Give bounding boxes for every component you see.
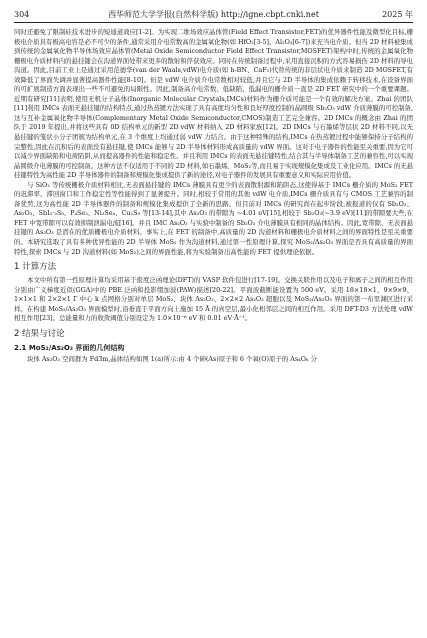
journal-header: 西华师范大学学报(自然科学版) http://igne.cbpt.cnki.net [108, 10, 319, 19]
body-paragraph-2: 与 SiO₂ 等传统栅极介质材料相比,无表面悬挂键的 IMCs 薄膜具有更少的表面散射源和陷阱态,这使得基于 IMCs 栅介质的 MoS₂ FET 的迟滞率、滞回窗口和工作稳定性等性能得到了显著提升。同时,相较于常用的其他 vdW 电介质,IMCs 栅介质具有与 CMOS 工艺兼容的制备优势,这为高性能 2D 半导体器件的制备和规模化集成提供了全新的思路。但目前对 IMCs 的研究尚在起步阶段,被报道的仅有 Sb₂O₃、As₂O₃、SbI₃·₃S₈、P₄Se₃、Ni₃Se₄、Cu₂S₉ 等[13-14],其中 As₂O₃ 的带隙为 ~4.01 eV[15],相较于 Sb₂O₃(~3.9 eV)[11]的带隙要大些,在 FET 中宽带隙可以有效抑制泄漏电流[16]。并且 IMC As₂O₃ 与实验中制备的 Sb₂O₃ 介电薄膜具有相同的晶体结构。因此,宽带隙、无表面悬挂键的 As₂O₃ 是潜在的优质栅极电介质材料。事实上,在 FET 的制备中,高质量的 2D 沟道材料和栅极电介质材料之间的界面特性是至关重要的。本研究选取了具有多种优异性能的 2D 半导体 MoS₂ 作为沟道材料,通过第一性原理计算,探究 MoS₂/As₂O₃ 界面是否具有高质量的界面特性,探索 IMCs 与 2D 沟道材料(如 MoS₂)之间的界面性能,将为实验制备出高性能的 FET 提供理论依据。 [14, 180, 413, 256]
article-body [14, 28, 413, 634]
body-paragraph-1: 同时还避免了限制硅技术进步的短通道效应[1-2]。为实现二维场效应晶体管(Field Effect Transistor,FET)的优异器件性能及微型化目标,栅极电介质具有极高电容是必不可少的条件,通常采用介电常数高的金属氧化物(如 HfO₂[3-5]、Al₂O₃[6-7])来充当电介质。但当 2D 材料被集成到传统的金属氧化物半导体场效应晶体管(Metal Oxide Semiconductor Field Effect Transistor,MOSFET)架构中时,传统的金属氧化物栅极电介质材料内的悬挂键会在沟道界面处带来更多的散射和俘获效应。同时在传统制备过程中,采用直接沉积的方式容易损伤 2D 材料的导电沟道。因此,目前工业上是通过采用范德华(van der Waals,vdW)电介质(如 h-BN、CaF₂)代替传统的非层状电介质来制造 2D MOSFET,有效降低了界面失调并显著提高器件性能[8-10]。但是 vdW 电介质介电常数相对较低,并且它与 2D 半导体的集成依赖于转移技术,在设备界面的可扩展制造方面表现出一些不可避免的局限性。因此,制备高介电常数、低缺陷、低漏电的栅介质一直是 2D FET 研究中的一个重要课题。近期有研究[11]表明,使用无机分子晶体(Inorganic Molecular Crystals,IMCs)材料作为栅介质可能是一个有效的解决方案。Zhai 的团队[11]利用 IMCs 表面无悬挂键的结构特点,通过热蒸镀方法实现了具有高度均匀性和良好厚度控制的晶圆级 Sb₂O₃ vdW 介质薄膜的可控制备,这与互补金属氧化物半导体(Complementary Metal Oxide Semiconductor,CMOS)制造工艺完全兼容。2D IMCs 的概念由 Zhai 的团队于 2019 年提出,并将这些具有 0D 结构单元的新型 2D vdW 材料纳入 2D 材料家族[12]。2D IMCs 与石墨烯等层状 2D 材料不同,以无悬挂键的笼状小分子团簇为结构单元,在 3 个维度上均通过弱 vdW 力结合。由于这种特殊的结构,IMCs 在热蒸镀过程中能够保持分子结构的完整性,因此在沉积后的表面没有悬挂键,使 IMCs 能够与 2D 半导体材料形成高质量的 vdW 界面。这对于电子器件的性能至关重要,因为它可以减少界面缺陷和电荷陷阱,从而提高器件的性能和稳定性。并且利用 IMCs 的表面无悬挂键特性,结合其与半导体制备工艺的兼容性,可以实现晶圆级介电薄膜的可控制备。这种方法不仅适用于不同的 2D 材料,如石墨烯、MoS₂等,而且易于实现规模化集成及工业化应用。IMCs 的无悬挂键特性为高性能 2D 半导体器件的制备和规模化集成提供了新的途径,对电子器件的发展具有重要意义和实际应用价值。 [14, 28, 413, 180]
header-year: 2025 年 [382, 10, 413, 19]
subsection-heading-geometry: 2.1 MoS₂/As₂O₃ 界面的几何结构 [14, 343, 125, 352]
results-paragraph: 块体 As₂O₃ 空间群为 Fd3̄m,晶体结构如图 1(a)所示:由 4 个砷(As)原子和 6 个氧(O)原子的 As₄O₆ 分 [27, 354, 317, 363]
running-header [14, 8, 413, 23]
page-number: 304 [14, 10, 30, 19]
methods-paragraph: 本文中所有第一性原理计算均采用基于密度泛函理论(DFT)的 VASP 软件包进行[17-19]。交换关联作用以及电子和离子之间的相互作用分别由广义梯度近似(GGA)中的 PBE 泛函和投影缀加波(PAW)描述[20-22]。平面波截断能设置为 500 eV。采用 18×18×1、9×9×9、1×1×1 和 2×2×1 Γ 中心 k 点网格分别对单层 MoS₂、块体 As₂O₃、2×2×2 As₂O₃ 超胞以及 MoS₂/As₂O₃ 界面的第一布里渊区进行采样。在构建 MoS₂/As₂O₃ 界面模型时,沿垂直于平面方向上施加 15 Å 的真空层,最小化相邻层之间的相互作用。采用 DFT-D3 方法处理 vdW 相互作用[23]。总能量和力的收敛阈值分别设定为 1.0×10⁻⁶ eV 和 0.01 eV·Å⁻¹。 [14, 276, 413, 323]
section-heading-results: 2 结果与讨论 [14, 328, 65, 339]
section-heading-methods: 1 计算方法 [14, 262, 57, 273]
